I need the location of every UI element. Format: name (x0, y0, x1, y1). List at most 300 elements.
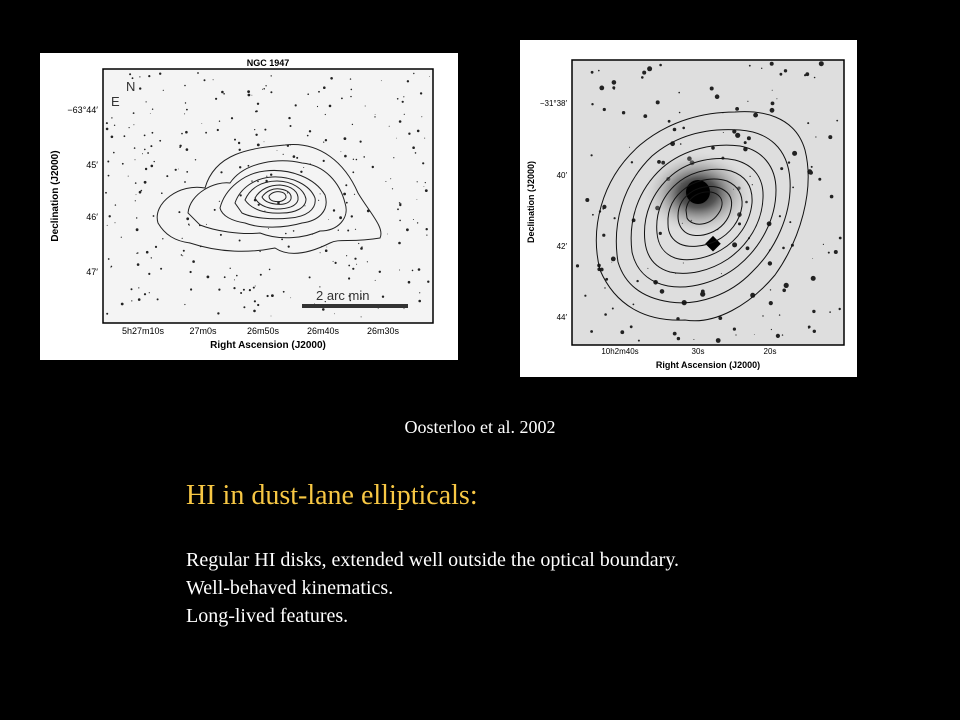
background-star (192, 260, 195, 263)
background-star (152, 109, 153, 110)
background-star (185, 131, 188, 134)
background-star (335, 262, 337, 264)
background-star (285, 233, 287, 235)
background-star (264, 129, 266, 131)
background-star (133, 124, 134, 125)
background-star (834, 250, 838, 254)
background-star (239, 240, 241, 242)
background-star (238, 142, 240, 144)
background-star (109, 215, 111, 217)
background-star (429, 76, 430, 77)
background-star (257, 304, 259, 306)
background-star (287, 192, 288, 193)
background-star (271, 75, 272, 76)
background-star (389, 126, 390, 127)
background-star (266, 176, 267, 177)
background-star (320, 252, 321, 253)
background-star (283, 154, 284, 155)
background-star (129, 73, 131, 75)
background-star (135, 182, 137, 184)
background-star (182, 255, 183, 256)
background-star (334, 313, 335, 314)
background-star (829, 311, 831, 313)
background-star (135, 200, 136, 201)
background-star (183, 250, 185, 252)
map1-x-tick: 26m50s (246, 326, 280, 336)
background-star (144, 135, 146, 137)
background-star (680, 143, 682, 145)
background-star (762, 315, 763, 316)
background-star (355, 229, 356, 230)
background-star (307, 93, 309, 95)
background-star (329, 105, 332, 108)
background-star (418, 268, 421, 271)
background-star (257, 144, 260, 147)
background-star (417, 199, 418, 200)
background-star (136, 228, 139, 231)
background-star (150, 113, 151, 114)
background-star (271, 294, 274, 297)
background-star (150, 145, 152, 147)
background-star (268, 228, 269, 229)
background-star (815, 136, 816, 137)
background-star (360, 141, 362, 143)
background-star (611, 257, 616, 262)
background-star (260, 274, 262, 276)
map1-y-tick: 45′ (86, 160, 98, 170)
background-star (622, 111, 625, 114)
background-star (221, 91, 224, 94)
background-star (421, 116, 422, 117)
background-star (325, 139, 327, 141)
background-star (412, 270, 414, 272)
background-star (683, 263, 684, 264)
background-star (231, 117, 233, 119)
background-star (157, 298, 159, 300)
background-star (318, 91, 320, 93)
background-star (613, 88, 615, 90)
background-star (776, 98, 777, 99)
background-star (186, 171, 188, 173)
background-star (602, 234, 605, 237)
background-star (735, 133, 740, 138)
background-star (397, 98, 399, 100)
background-star (747, 136, 751, 140)
background-star (592, 214, 594, 216)
background-star (351, 215, 353, 217)
background-star (372, 166, 374, 168)
background-star (679, 112, 681, 114)
background-star (182, 238, 183, 239)
background-star (399, 202, 401, 204)
background-star (393, 157, 394, 158)
background-star (344, 155, 347, 158)
background-star (425, 182, 426, 183)
background-star (290, 125, 292, 127)
background-star (348, 277, 350, 279)
background-star (828, 252, 830, 254)
background-star (296, 157, 298, 159)
background-star (217, 129, 219, 131)
map1-x-tick: 26m30s (366, 326, 400, 336)
background-star (735, 334, 736, 335)
background-star (612, 80, 617, 85)
background-star (205, 132, 207, 134)
background-star (152, 132, 154, 134)
background-star (267, 295, 269, 297)
background-star (404, 114, 405, 115)
background-star (184, 181, 186, 183)
background-star (255, 134, 257, 136)
map1-x-tick: 27m0s (189, 326, 217, 336)
background-star (771, 102, 775, 106)
background-star (239, 166, 241, 168)
background-star (602, 205, 606, 209)
background-star (115, 204, 116, 205)
background-star (190, 271, 192, 273)
background-star (769, 301, 773, 305)
background-star (137, 252, 138, 253)
background-star (716, 338, 721, 343)
background-star (181, 133, 183, 135)
background-star (351, 89, 353, 91)
background-star (148, 75, 150, 77)
background-star (585, 198, 589, 202)
background-star (186, 148, 189, 151)
galaxy2-hi-map (520, 40, 857, 377)
background-star (836, 120, 838, 122)
background-star (181, 254, 182, 255)
background-star (219, 121, 220, 122)
background-star (326, 247, 327, 248)
background-star (417, 222, 418, 223)
background-star (397, 208, 399, 210)
background-star (612, 308, 614, 310)
background-star (415, 152, 417, 154)
background-star (218, 289, 220, 291)
background-star (784, 69, 787, 72)
background-star (309, 276, 311, 278)
slide-body (186, 546, 679, 630)
background-star (418, 300, 421, 303)
background-star (754, 334, 755, 335)
background-star (584, 295, 586, 297)
background-star (678, 92, 680, 94)
background-star (325, 249, 328, 252)
background-star (144, 181, 147, 184)
background-star (375, 280, 376, 281)
background-star (603, 108, 606, 111)
body-line: Well-behaved kinematics. (186, 577, 394, 599)
background-star (350, 78, 351, 79)
background-star (710, 87, 714, 91)
background-star (385, 181, 386, 182)
background-star (417, 130, 420, 133)
background-star (633, 304, 635, 306)
background-star (295, 104, 297, 106)
background-star (350, 96, 351, 97)
background-star (214, 209, 216, 211)
background-star (576, 264, 579, 267)
background-star (139, 191, 142, 194)
background-star (823, 244, 824, 245)
map1-x-tick: 5h27m10s (121, 326, 165, 336)
background-star (240, 194, 242, 196)
background-star (643, 114, 647, 118)
background-star (660, 289, 665, 294)
background-star (144, 293, 146, 295)
background-star (257, 181, 259, 183)
background-star (693, 339, 694, 340)
background-star (427, 281, 429, 283)
background-star (818, 178, 821, 181)
background-star (426, 235, 427, 236)
background-star (365, 106, 366, 107)
background-star (259, 251, 260, 252)
background-star (347, 230, 349, 232)
background-star (129, 127, 130, 128)
background-star (744, 141, 747, 144)
background-star (338, 230, 339, 231)
background-star (682, 127, 685, 130)
map2-y-tick: −31°38′ (539, 99, 567, 108)
background-star (611, 262, 612, 263)
background-star (348, 265, 350, 267)
background-star (161, 192, 163, 194)
background-star (390, 178, 391, 179)
background-star (253, 287, 255, 289)
background-star (808, 328, 809, 329)
background-star (122, 163, 124, 165)
background-star (792, 151, 797, 156)
background-star (346, 255, 347, 256)
background-star (723, 132, 724, 133)
background-star (206, 224, 207, 225)
background-star (179, 146, 181, 148)
background-star (361, 316, 362, 317)
background-star (239, 149, 241, 151)
background-star (201, 123, 202, 124)
background-star (230, 268, 231, 269)
background-star (402, 101, 404, 103)
background-star (638, 340, 640, 342)
background-star (784, 283, 789, 288)
background-star (805, 72, 809, 76)
background-star (111, 136, 114, 139)
background-star (223, 93, 225, 95)
background-star (363, 156, 365, 158)
background-star (146, 101, 147, 102)
map2-x-tick: 20s (763, 347, 777, 356)
background-star (134, 147, 136, 149)
map2-x-tick: 10h2m40s (601, 347, 639, 356)
background-star (108, 258, 110, 260)
map2-x-axis-label: Right Ascension (J2000) (655, 360, 761, 370)
background-star (354, 258, 356, 260)
background-star (146, 251, 149, 254)
background-star (139, 76, 140, 77)
background-star (422, 162, 424, 164)
background-star (153, 215, 155, 217)
background-star (138, 298, 141, 301)
background-star (240, 292, 242, 294)
background-star (107, 225, 108, 226)
ngc1947-hi-map (40, 53, 458, 360)
background-star (641, 76, 644, 79)
map1-y-tick: 46′ (86, 212, 98, 222)
compass-north: N (126, 79, 136, 94)
background-star (591, 71, 594, 74)
background-star (234, 139, 236, 141)
background-star (115, 222, 116, 223)
background-star (636, 280, 638, 282)
background-star (154, 161, 155, 162)
background-star (252, 95, 253, 96)
background-star (770, 289, 771, 290)
background-star (264, 141, 265, 142)
background-star (839, 237, 842, 240)
background-star (599, 86, 604, 91)
background-star (106, 122, 108, 124)
background-star (356, 264, 357, 265)
background-star (333, 209, 335, 211)
background-star (344, 137, 347, 140)
background-star (341, 151, 342, 152)
background-star (735, 107, 739, 111)
background-star (379, 271, 381, 273)
background-star (293, 230, 295, 232)
background-star (839, 308, 841, 310)
background-star (224, 276, 226, 278)
background-star (375, 114, 376, 115)
background-star (307, 135, 309, 137)
map2-y-axis-label: Declination (J2000) (526, 160, 536, 244)
background-star (185, 102, 186, 103)
background-star (630, 325, 633, 328)
background-star (673, 128, 677, 132)
background-star (163, 90, 164, 91)
background-star (614, 217, 616, 219)
background-star (807, 122, 809, 124)
background-star (139, 87, 141, 89)
background-star (814, 77, 816, 79)
background-star (184, 113, 185, 114)
map1-y-axis-label: Declination (J2000) (50, 150, 61, 242)
background-star (770, 62, 774, 66)
background-star (382, 296, 384, 298)
background-star (175, 169, 177, 171)
background-star (604, 287, 605, 288)
background-star (753, 113, 758, 118)
background-star (399, 120, 402, 123)
background-star (412, 146, 415, 149)
background-star (604, 313, 607, 316)
background-star (148, 273, 150, 275)
background-star (642, 71, 646, 75)
background-star (151, 257, 152, 258)
background-star (746, 246, 750, 250)
background-star (197, 72, 199, 74)
background-star (399, 270, 400, 271)
background-star (247, 90, 250, 93)
background-star (812, 310, 815, 313)
background-star (111, 117, 112, 118)
background-star (111, 267, 112, 268)
background-star (293, 155, 296, 158)
background-star (262, 89, 263, 90)
background-star (352, 171, 354, 173)
background-star (779, 314, 780, 315)
background-star (424, 186, 425, 187)
background-star (747, 101, 748, 102)
background-star (236, 275, 238, 277)
background-star (217, 312, 219, 314)
background-star (792, 187, 794, 189)
background-star (121, 303, 124, 306)
background-star (155, 246, 157, 248)
slide-heading: HI in dust-lane ellipticals: (186, 480, 478, 511)
background-star (776, 334, 780, 338)
background-star (257, 103, 259, 105)
background-star (219, 201, 220, 202)
background-star (131, 288, 133, 290)
background-star (178, 211, 180, 213)
background-star (782, 289, 786, 293)
background-star (220, 234, 222, 236)
background-star (159, 140, 161, 142)
background-star (159, 73, 161, 75)
background-star (113, 152, 115, 154)
background-star (265, 85, 266, 86)
background-star (343, 193, 346, 196)
background-star (396, 138, 397, 139)
background-star (288, 117, 290, 119)
background-star (138, 287, 139, 288)
background-star (668, 120, 671, 123)
background-star (271, 316, 272, 317)
background-star (399, 220, 401, 222)
background-star (213, 79, 214, 80)
background-star (339, 216, 342, 219)
background-star (323, 86, 326, 89)
background-star (659, 232, 662, 235)
background-star (403, 96, 404, 97)
background-star (647, 66, 652, 71)
background-star (142, 153, 143, 154)
background-star (325, 114, 326, 115)
background-star (673, 332, 677, 336)
background-star (162, 238, 163, 239)
background-star (121, 237, 122, 238)
background-star (413, 73, 414, 74)
compass-east: E (111, 94, 120, 109)
background-star (330, 77, 333, 80)
background-star (407, 80, 409, 82)
background-star (367, 261, 368, 262)
background-star (813, 330, 816, 333)
background-star (700, 292, 705, 297)
background-star (780, 73, 783, 76)
map2-y-tick: 42′ (556, 242, 567, 251)
background-star (598, 70, 600, 72)
background-star (166, 175, 168, 177)
background-star (424, 138, 425, 139)
background-star (749, 65, 751, 67)
background-star (808, 326, 811, 329)
background-star (243, 306, 245, 308)
background-star (812, 258, 813, 259)
background-star (732, 242, 737, 247)
